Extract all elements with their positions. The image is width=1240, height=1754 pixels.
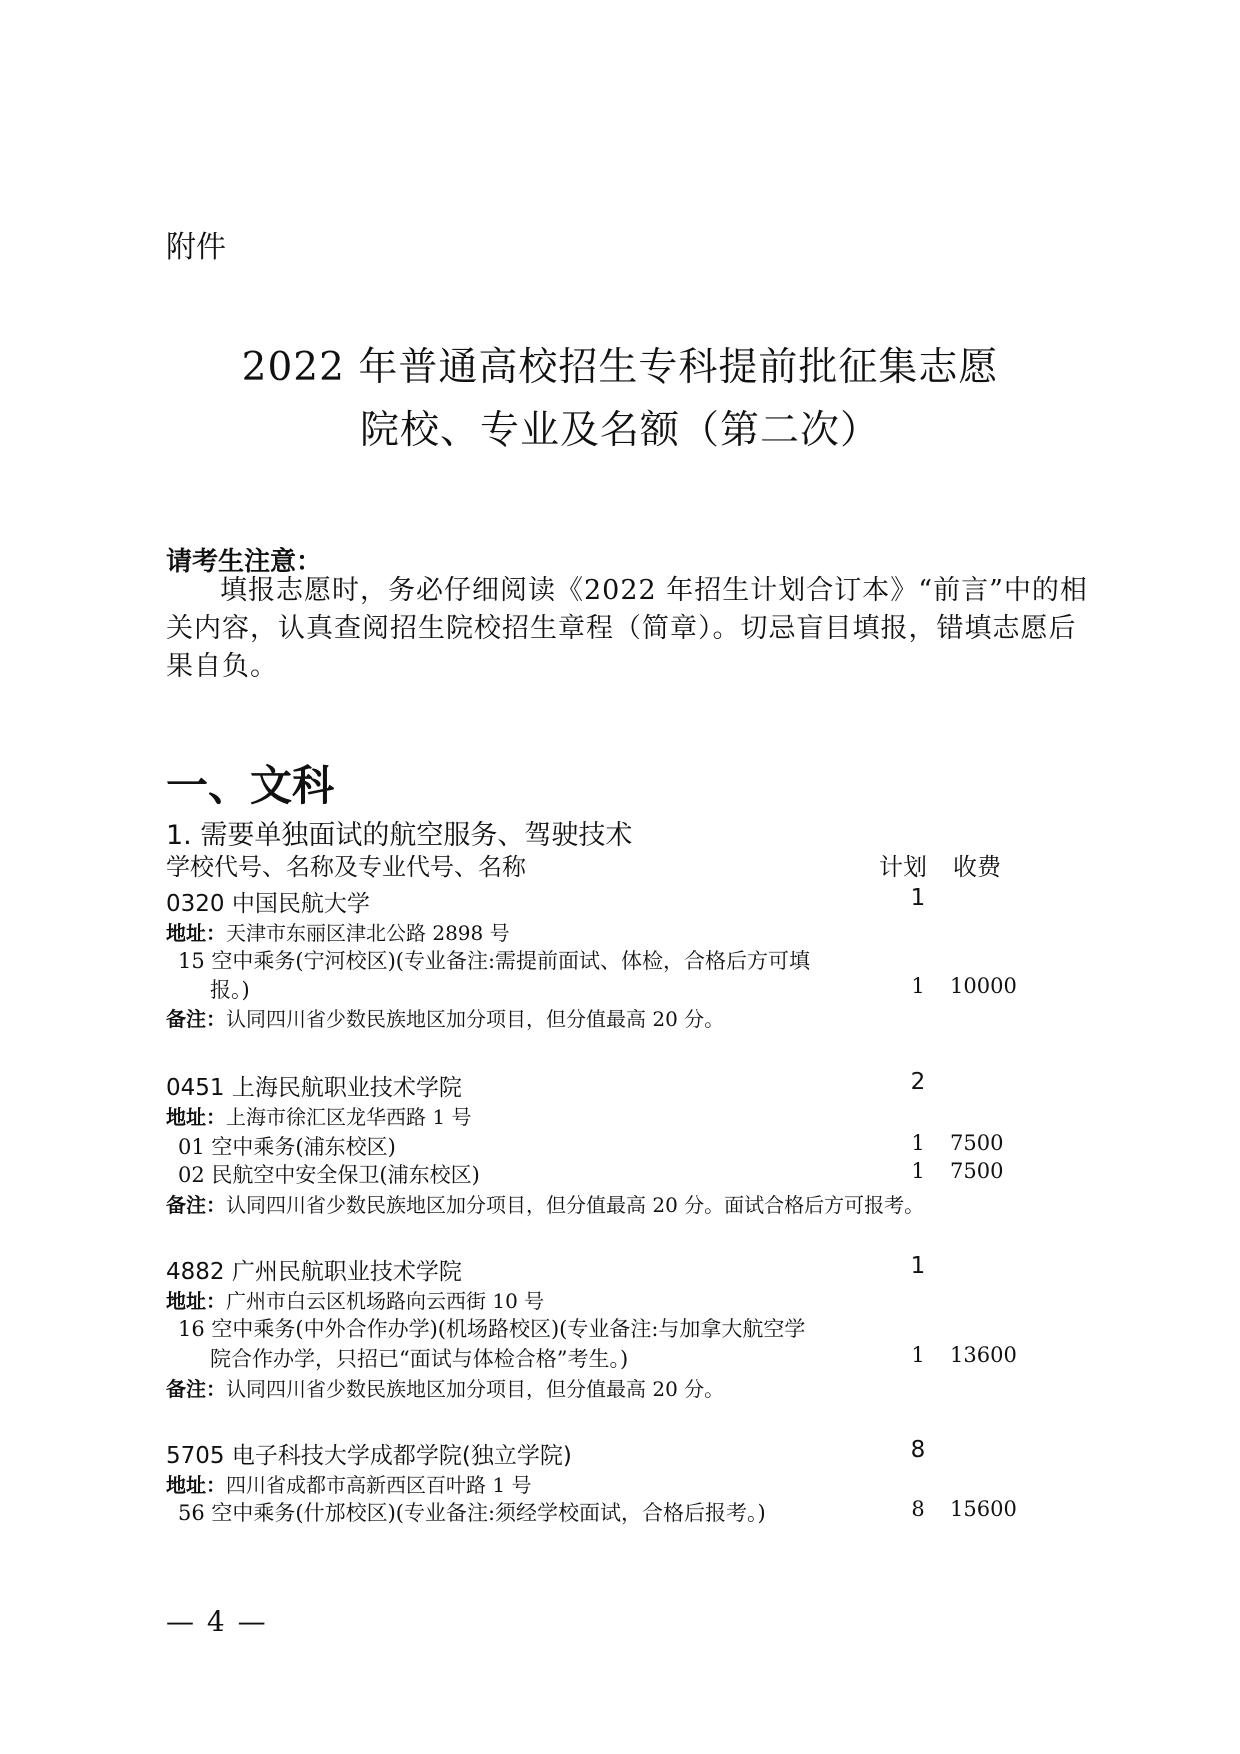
major-line: 15 空中乘务(宁河校区)(专业备注:需提前面试、体检，合格后方可填 xyxy=(178,949,811,973)
school-address xyxy=(166,1101,471,1130)
major-fee: 7500 xyxy=(950,1131,1004,1155)
column-header-fee: 收费 xyxy=(953,853,1001,881)
major-plan: 1 xyxy=(911,1131,925,1155)
school-name: 4882 广州民航职业技术学院 xyxy=(166,1259,462,1285)
address-value: 上海市徐汇区龙华西路 1 号 xyxy=(226,1105,472,1129)
address-value: 广州市白云区机场路向云西街 10 号 xyxy=(226,1289,545,1313)
major-plan: 8 xyxy=(911,1497,925,1521)
school-address xyxy=(166,917,510,946)
address-label: 地址： xyxy=(166,1473,226,1497)
major-line-cont: 院合作办学，只招已“面试与体检合格”考生。) xyxy=(210,1347,629,1371)
major-plan: 1 xyxy=(911,1343,925,1367)
school-note xyxy=(166,1189,924,1218)
major-fee: 13600 xyxy=(950,1343,1017,1367)
notice-heading: 请考生注意： xyxy=(166,547,323,577)
school-address xyxy=(166,1285,544,1314)
major-plan: 1 xyxy=(911,1159,925,1183)
school-note xyxy=(166,1003,724,1032)
page-number: — 4 — xyxy=(166,1605,268,1638)
major-line: 02 民航空中安全保卫(浦东校区) xyxy=(178,1163,480,1187)
section-subheading: 1. 需要单独面试的航空服务、驾驶技术 xyxy=(166,820,633,851)
address-label: 地址： xyxy=(166,921,226,945)
major-fee: 15600 xyxy=(950,1497,1017,1521)
notice-text: 填报志愿时，务必仔细阅读《2022 年招生计划合订本》“前言”中的相关内容，认真查阅招生院校招生章程（简章）。切忌盲目填报，错填志愿后果自负。 xyxy=(166,575,1088,682)
school-note xyxy=(166,1373,724,1402)
major-line-cont: 报。) xyxy=(210,978,250,1002)
address-value: 四川省成都市高新西区百叶路 1 号 xyxy=(226,1473,532,1497)
major-line: 56 空中乘务(什邡校区)(专业备注:须经学校面试，合格后报考。) xyxy=(178,1501,766,1525)
school-address xyxy=(166,1469,531,1498)
school-name: 0320 中国民航大学 xyxy=(166,891,370,917)
address-value: 天津市东丽区津北公路 2898 号 xyxy=(226,921,510,945)
school-plan: 1 xyxy=(910,885,926,911)
note-label: 备注： xyxy=(166,1193,226,1217)
major-plan: 1 xyxy=(911,974,925,998)
address-label: 地址： xyxy=(166,1289,226,1313)
school-plan: 2 xyxy=(910,1069,926,1095)
note-value: 认同四川省少数民族地区加分项目，但分值最高 20 分。 xyxy=(226,1007,725,1031)
note-label: 备注： xyxy=(166,1377,226,1401)
attachment-label: 附件 xyxy=(166,230,226,265)
address-label: 地址： xyxy=(166,1105,226,1129)
school-plan: 8 xyxy=(910,1437,926,1463)
major-line: 16 空中乘务(中外合作办学)(机场路校区)(专业备注:与加拿大航空学 xyxy=(178,1317,806,1341)
major-line: 01 空中乘务(浦东校区) xyxy=(178,1135,396,1159)
page-title-line1: 2022 年普通高校招生专科提前批征集志愿 xyxy=(241,345,999,390)
note-label: 备注： xyxy=(166,1007,226,1031)
major-fee: 7500 xyxy=(950,1159,1004,1183)
note-value: 认同四川省少数民族地区加分项目，但分值最高 20 分。面试合格后方可报考。 xyxy=(226,1193,925,1217)
column-header-school: 学校代号、名称及专业代号、名称 xyxy=(166,853,526,881)
column-header-plan: 计划 xyxy=(879,853,927,881)
school-name: 0451 上海民航职业技术学院 xyxy=(166,1075,462,1101)
section-heading: 一、文科 xyxy=(166,761,335,810)
school-name: 5705 电子科技大学成都学院(独立学院) xyxy=(166,1443,572,1469)
major-fee: 10000 xyxy=(950,974,1017,998)
note-value: 认同四川省少数民族地区加分项目，但分值最高 20 分。 xyxy=(226,1377,725,1401)
school-plan: 1 xyxy=(910,1253,926,1279)
page-title-line2: 院校、专业及名额（第二次） xyxy=(359,408,880,453)
